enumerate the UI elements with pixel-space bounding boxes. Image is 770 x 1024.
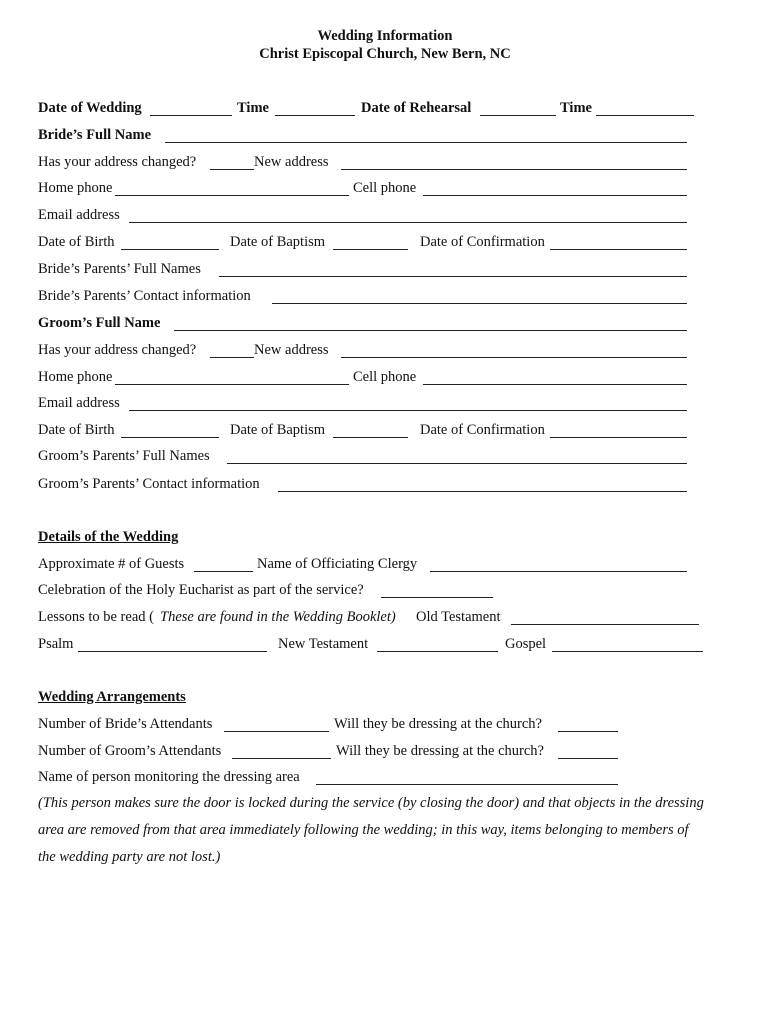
- psalm-label: Psalm: [38, 636, 74, 652]
- date-of-rehearsal-field[interactable]: [480, 102, 556, 116]
- bride-dressing-field[interactable]: [558, 718, 618, 732]
- bride-new-address-label: New address: [254, 154, 329, 170]
- form-header: [0, 27, 770, 63]
- groom-phone-row: [38, 367, 688, 387]
- groom-dob-label: Date of Birth: [38, 422, 115, 438]
- groom-cell-phone-label: Cell phone: [353, 369, 417, 385]
- dressing-note: [38, 790, 738, 871]
- bride-full-name-field[interactable]: [165, 129, 687, 143]
- rehearsal-time-label: Time: [560, 100, 592, 116]
- form-title: Wedding Information: [317, 28, 453, 44]
- details-heading: Details of the Wedding: [38, 529, 179, 545]
- bride-parents-contact-row: [38, 286, 688, 306]
- groom-dob-field[interactable]: [121, 424, 219, 438]
- bride-cell-phone-label: Cell phone: [353, 180, 417, 196]
- groom-parents-names-field[interactable]: [227, 450, 687, 464]
- gospel-field[interactable]: [552, 638, 703, 652]
- bride-address-row: [38, 152, 688, 172]
- bride-full-name-label: Bride’s Full Name: [38, 127, 152, 143]
- groom-confirmation-field[interactable]: [550, 424, 687, 438]
- groom-attendants-field[interactable]: [232, 745, 331, 759]
- bride-parents-names-row: [38, 259, 688, 279]
- eucharist-row: [38, 580, 688, 600]
- clergy-label: Name of Officiating Clergy: [257, 556, 418, 572]
- gospel-label: Gospel: [505, 636, 547, 652]
- bride-dob-label: Date of Birth: [38, 234, 115, 250]
- groom-attendants-row: [38, 741, 688, 761]
- clergy-field[interactable]: [430, 558, 687, 572]
- groom-full-name-row: [38, 313, 688, 333]
- bride-home-phone-label: Home phone: [38, 180, 113, 196]
- bride-parents-contact-label: Bride’s Parents’ Contact information: [38, 288, 251, 304]
- groom-full-name-field[interactable]: [174, 317, 687, 331]
- bride-parents-names-label: Bride’s Parents’ Full Names: [38, 261, 201, 277]
- dressing-monitor-field[interactable]: [316, 771, 618, 785]
- bride-email-field[interactable]: [129, 209, 687, 223]
- groom-attendants-label: Number of Groom’s Attendants: [38, 743, 222, 759]
- groom-confirmation-label: Date of Confirmation: [420, 422, 545, 438]
- old-testament-field[interactable]: [511, 611, 699, 625]
- guests-field[interactable]: [194, 558, 253, 572]
- groom-address-changed-field[interactable]: [210, 344, 254, 358]
- bride-full-name-row: [38, 125, 688, 145]
- date-of-rehearsal-label: Date of Rehearsal: [361, 100, 472, 116]
- bride-dob-field[interactable]: [121, 236, 219, 250]
- bride-confirmation-label: Date of Confirmation: [420, 234, 545, 250]
- dressing-note-line-3: the wedding party are not lost.): [38, 849, 221, 865]
- lessons-note: These are found in the Wedding Booklet): [160, 609, 396, 625]
- bride-address-changed-field[interactable]: [210, 156, 254, 170]
- form-subtitle: Christ Episcopal Church, New Bern, NC: [259, 46, 511, 62]
- rehearsal-time-field[interactable]: [596, 102, 694, 116]
- eucharist-label: Celebration of the Holy Eucharist as part of the service?: [38, 582, 364, 598]
- bride-new-address-field[interactable]: [341, 156, 687, 170]
- date-of-wedding-label: Date of Wedding: [38, 100, 142, 116]
- bride-home-phone-field[interactable]: [115, 182, 349, 196]
- groom-home-phone-field[interactable]: [115, 371, 349, 385]
- readings-row: [38, 634, 708, 654]
- bride-parents-contact-field[interactable]: [272, 290, 687, 304]
- new-testament-label: New Testament: [278, 636, 369, 652]
- groom-email-field[interactable]: [129, 397, 687, 411]
- bride-dressing-label: Will they be dressing at the church?: [334, 716, 542, 732]
- groom-dressing-field[interactable]: [558, 745, 618, 759]
- bride-phone-row: [38, 178, 688, 198]
- groom-parents-contact-field[interactable]: [278, 478, 687, 492]
- psalm-field[interactable]: [78, 638, 267, 652]
- old-testament-label: Old Testament: [416, 609, 501, 625]
- time-label: Time: [237, 100, 269, 116]
- new-testament-field[interactable]: [377, 638, 498, 652]
- lessons-row: [38, 607, 708, 627]
- bride-attendants-label: Number of Bride’s Attendants: [38, 716, 213, 732]
- eucharist-field[interactable]: [381, 584, 493, 598]
- groom-new-address-field[interactable]: [341, 344, 687, 358]
- groom-email-row: [38, 393, 688, 413]
- lessons-label: Lessons to be read (: [38, 609, 154, 625]
- date-of-wedding-field[interactable]: [150, 102, 232, 116]
- bride-confirmation-field[interactable]: [550, 236, 687, 250]
- wedding-dates-row: [38, 98, 738, 118]
- bride-attendants-row: [38, 714, 688, 734]
- guests-clergy-row: [38, 554, 688, 574]
- bride-attendants-field[interactable]: [224, 718, 329, 732]
- dressing-note-line-1: (This person makes sure the door is locked during the service (by closing the door) and that objects in the dressing: [38, 795, 704, 811]
- dressing-monitor-label: Name of person monitoring the dressing area: [38, 769, 300, 785]
- bride-parents-names-field[interactable]: [219, 263, 687, 277]
- guests-label: Approximate # of Guests: [38, 556, 185, 572]
- groom-parents-contact-label: Groom’s Parents’ Contact information: [38, 476, 260, 492]
- groom-baptism-label: Date of Baptism: [230, 422, 326, 438]
- groom-full-name-label: Groom’s Full Name: [38, 315, 161, 331]
- dressing-monitor-row: [38, 767, 688, 787]
- groom-new-address-label: New address: [254, 342, 329, 358]
- bride-email-label: Email address: [38, 207, 120, 223]
- groom-dressing-label: Will they be dressing at the church?: [336, 743, 544, 759]
- groom-email-label: Email address: [38, 395, 120, 411]
- dressing-note-line-2: area are removed from that area immediately following the wedding; in this way, items belonging to members of: [38, 822, 689, 838]
- groom-home-phone-label: Home phone: [38, 369, 113, 385]
- groom-parents-names-label: Groom’s Parents’ Full Names: [38, 448, 210, 464]
- groom-parents-contact-row: [38, 474, 688, 494]
- bride-email-row: [38, 205, 688, 225]
- groom-address-row: [38, 340, 688, 360]
- bride-cell-phone-field[interactable]: [423, 182, 687, 196]
- groom-dates-row: [38, 420, 688, 440]
- groom-parents-names-row: [38, 446, 688, 466]
- bride-baptism-label: Date of Baptism: [230, 234, 326, 250]
- bride-address-changed-label: Has your address changed?: [38, 154, 197, 170]
- bride-dates-row: [38, 232, 688, 252]
- groom-baptism-field[interactable]: [333, 424, 408, 438]
- arrangements-heading: Wedding Arrangements: [38, 689, 186, 705]
- wedding-time-field[interactable]: [275, 102, 355, 116]
- groom-address-changed-label: Has your address changed?: [38, 342, 197, 358]
- bride-baptism-field[interactable]: [333, 236, 408, 250]
- groom-cell-phone-field[interactable]: [423, 371, 687, 385]
